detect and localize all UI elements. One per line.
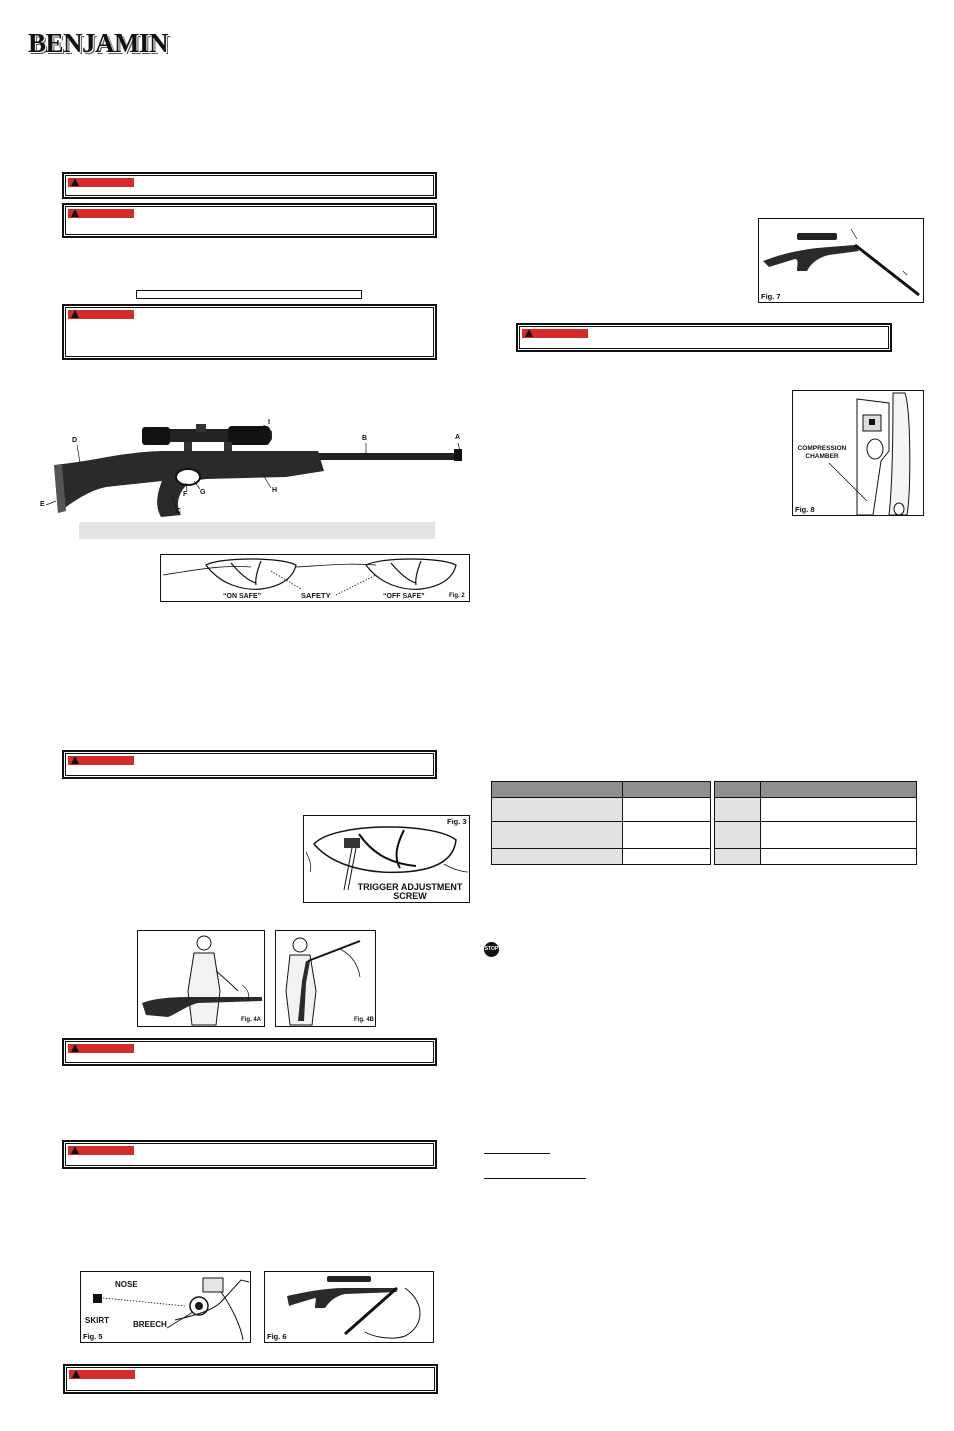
figure-4a-cocking-stance bbox=[137, 930, 265, 1027]
part-label-h: H bbox=[272, 487, 278, 494]
warning-box-6 bbox=[62, 1140, 437, 1169]
skirt-label: SKIRT bbox=[85, 1316, 109, 1325]
warning-box-4 bbox=[62, 750, 437, 779]
fig2-label: Fig. 2 bbox=[449, 593, 465, 599]
fig8-label: Fig. 8 bbox=[795, 505, 815, 514]
part-label-g: G bbox=[200, 489, 206, 496]
warning-triangle-icon bbox=[71, 1146, 79, 1154]
warning-triangle-icon bbox=[71, 756, 79, 764]
rifle-parts-diagram bbox=[36, 415, 466, 520]
scope-objective bbox=[228, 426, 270, 445]
stop-sign-icon: STOP bbox=[484, 942, 499, 957]
part-label-d: D bbox=[72, 437, 78, 444]
on-safe-label: “ON SAFE” bbox=[223, 593, 262, 600]
fig6-label: Fig. 6 bbox=[267, 1332, 287, 1341]
safety-label: SAFETY bbox=[301, 591, 331, 600]
warning-badge bbox=[69, 1370, 135, 1379]
warning-badge bbox=[68, 1146, 134, 1155]
figure-caption-bar bbox=[79, 522, 435, 539]
warning-box-8 bbox=[516, 323, 892, 352]
figure-8-compression-chamber bbox=[792, 390, 924, 516]
part-label-f: F bbox=[183, 491, 188, 498]
warning-triangle-icon bbox=[71, 1044, 79, 1052]
figure-3-trigger bbox=[303, 815, 470, 903]
warning-triangle-icon bbox=[72, 1370, 80, 1378]
fig5-label: Fig. 5 bbox=[83, 1332, 103, 1341]
warning-triangle-icon bbox=[525, 329, 533, 337]
part-label-c: C bbox=[176, 508, 182, 515]
warning-triangle-icon bbox=[71, 310, 79, 318]
fig4b-label: Fig. 4B bbox=[354, 1017, 375, 1023]
warning-badge bbox=[68, 178, 134, 187]
trigger-adjustment-screw-label: TRIGGER ADJUSTMENT SCREW bbox=[357, 882, 463, 901]
warning-box-5 bbox=[62, 1038, 437, 1066]
part-label-e: E bbox=[40, 501, 45, 508]
warning-box-1 bbox=[62, 172, 437, 199]
figure-7-barrel-open bbox=[758, 218, 924, 303]
compression-chamber-label: COMPRESSION CHAMBER bbox=[797, 445, 847, 460]
brand-logo: BENJAMIN bbox=[28, 28, 169, 58]
warning-badge bbox=[68, 1044, 134, 1053]
barrel bbox=[306, 453, 461, 460]
warning-triangle-icon bbox=[71, 178, 79, 186]
underlined-heading-2 bbox=[484, 1178, 586, 1179]
specifications-table bbox=[491, 781, 917, 865]
warning-badge bbox=[68, 756, 134, 765]
part-label-i: I bbox=[268, 419, 270, 426]
figure-2-safety bbox=[160, 554, 470, 602]
underlined-heading-1 bbox=[484, 1153, 550, 1154]
fig3-label: Fig. 3 bbox=[447, 817, 467, 826]
fig4a-label: Fig. 4A bbox=[241, 1017, 262, 1023]
warning-badge bbox=[68, 209, 134, 218]
warning-badge bbox=[522, 329, 588, 338]
warning-box-2 bbox=[62, 203, 437, 238]
warning-box-3 bbox=[62, 304, 437, 360]
part-label-b: B bbox=[362, 435, 368, 442]
warning-badge bbox=[68, 310, 134, 319]
part-label-a: A bbox=[455, 434, 461, 441]
breech-label: BREECH bbox=[133, 1320, 167, 1329]
warning-box-7 bbox=[63, 1364, 438, 1394]
outlined-heading-box bbox=[136, 290, 362, 299]
figure-5-breech bbox=[80, 1271, 251, 1343]
scope-eyepiece bbox=[142, 427, 170, 445]
warning-triangle-icon bbox=[71, 209, 79, 217]
figure-4b-cocking-stance bbox=[275, 930, 376, 1027]
nose-label: NOSE bbox=[115, 1280, 138, 1289]
off-safe-label: “OFF SAFE” bbox=[383, 593, 425, 600]
fig7-label: Fig. 7 bbox=[761, 292, 781, 301]
figure-6-cocking bbox=[264, 1271, 434, 1343]
